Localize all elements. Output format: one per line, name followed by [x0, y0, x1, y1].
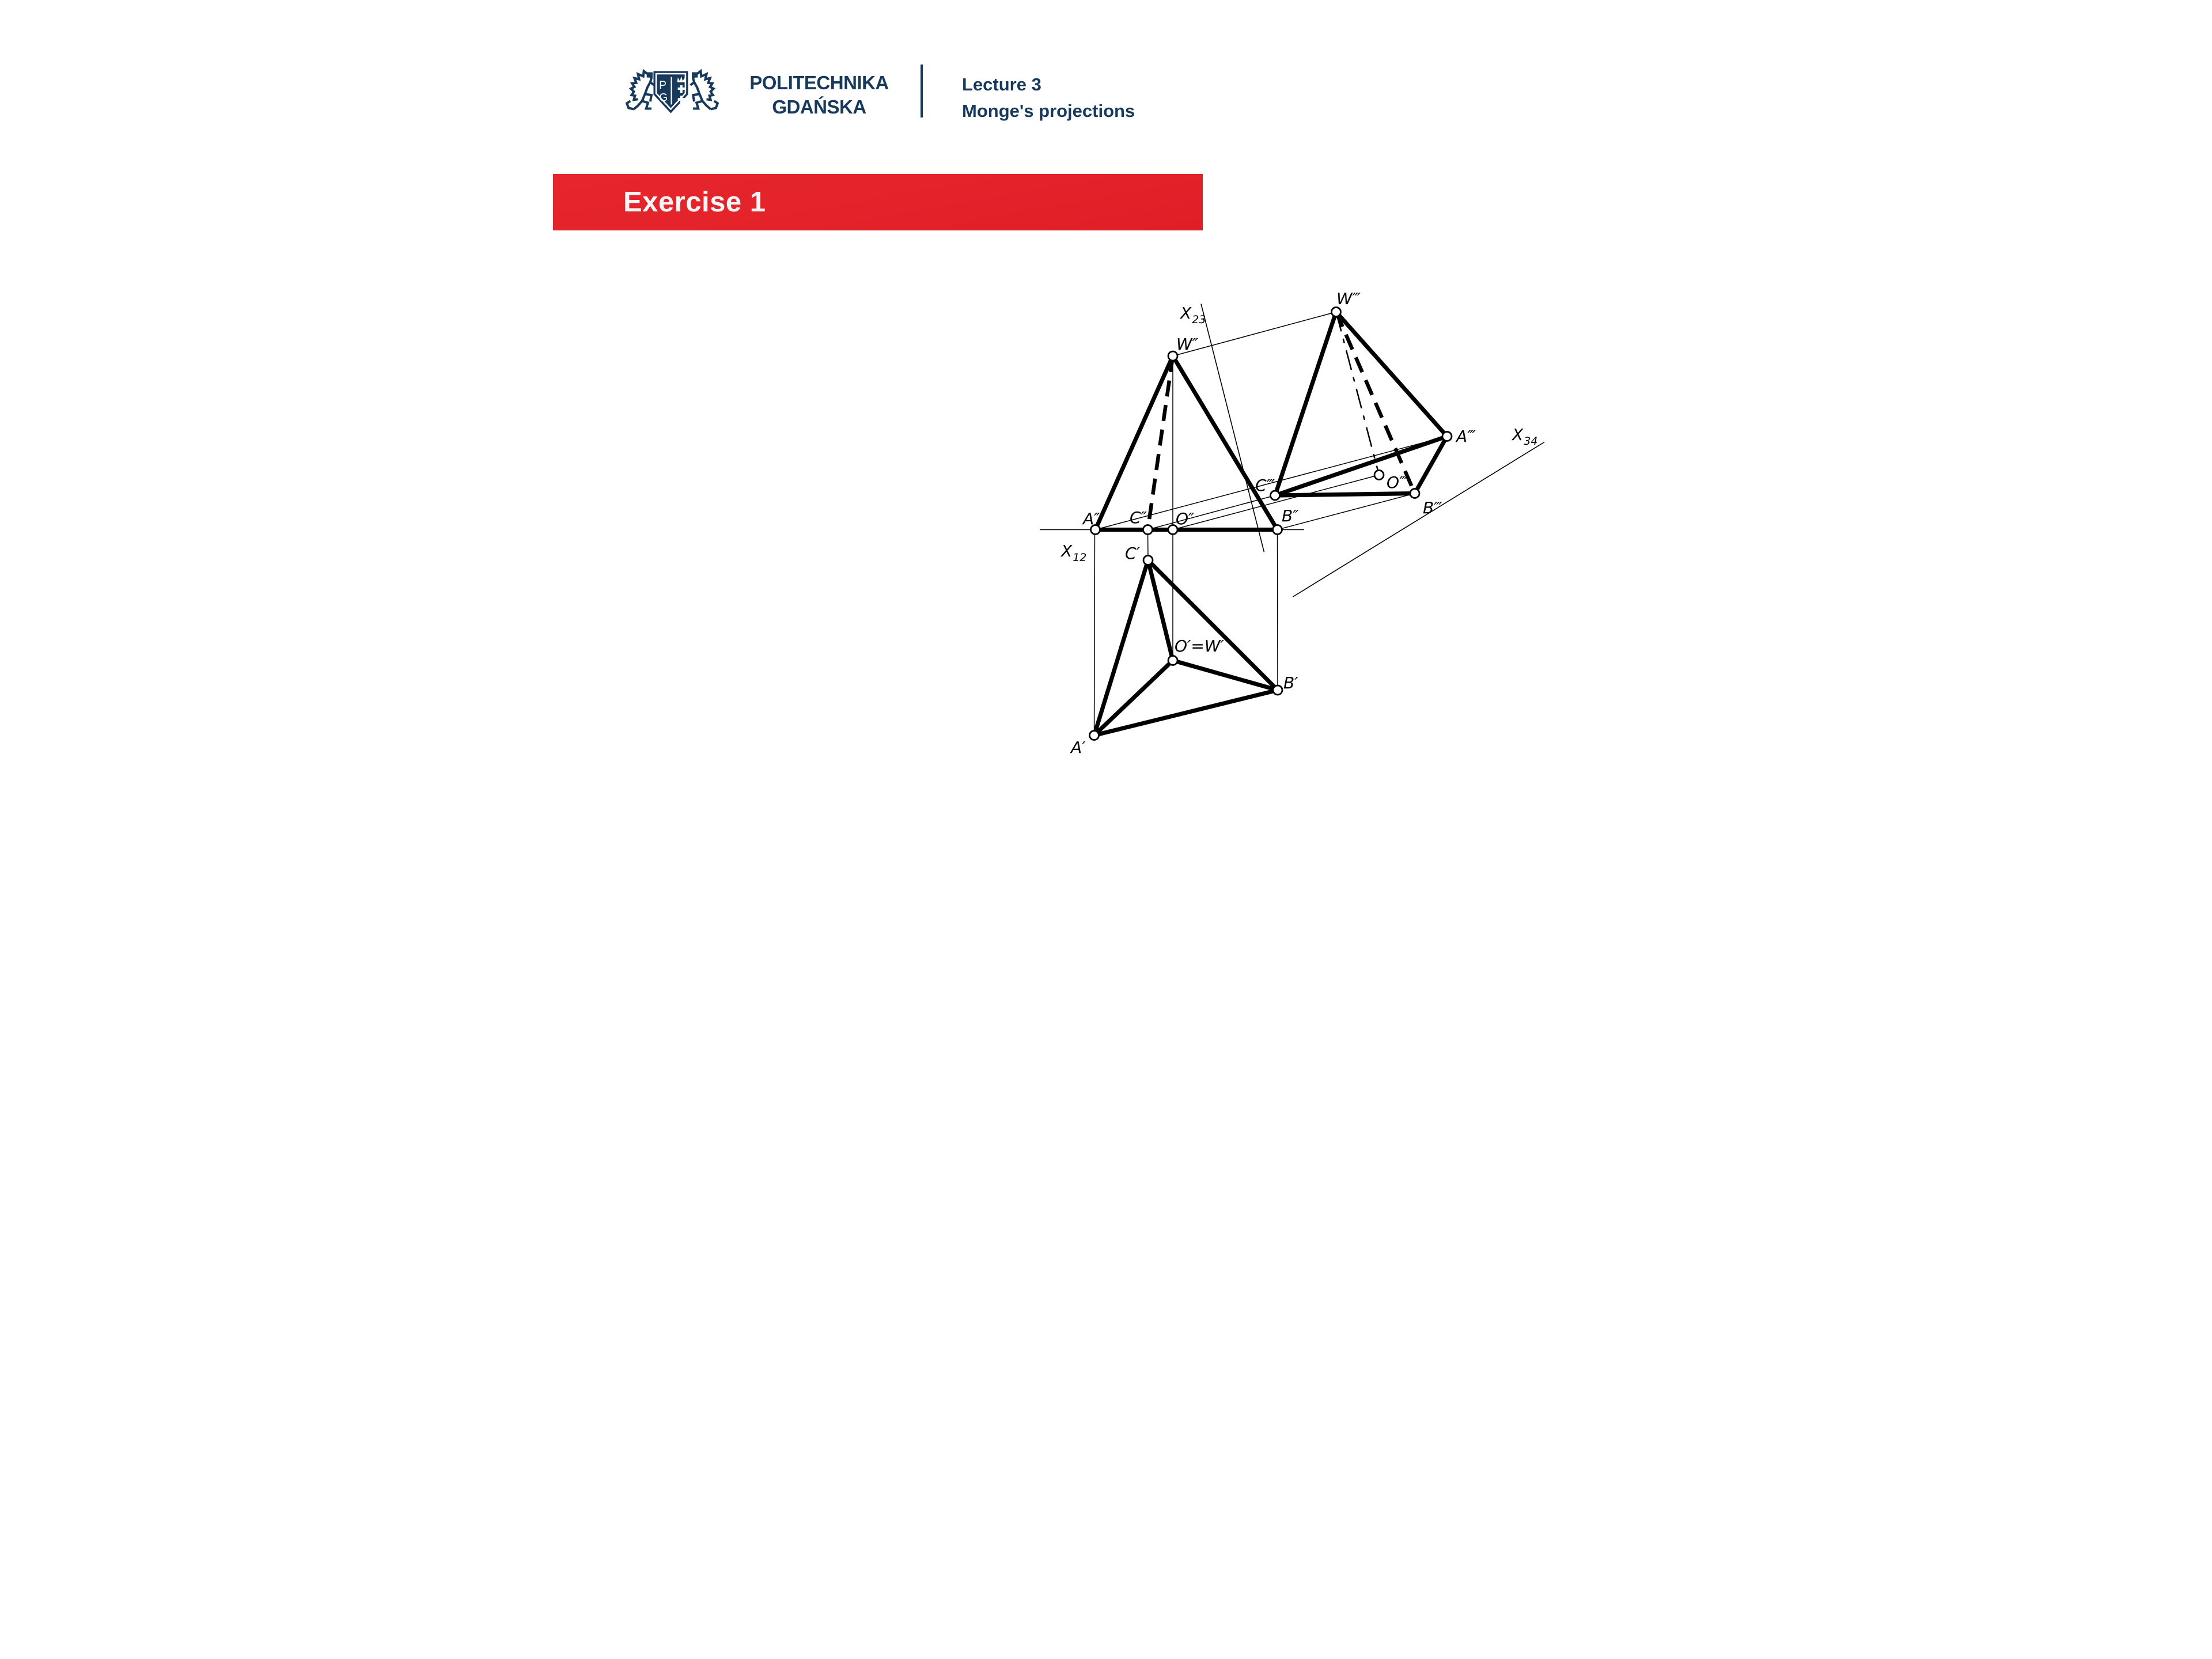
point-a3 — [1442, 432, 1452, 441]
label-x34: $X_{34}$ — [1512, 425, 1538, 448]
point-o1w1 — [1168, 656, 1177, 665]
edge-c3-b3 — [1275, 494, 1415, 496]
edge-w3-a3 — [1336, 312, 1448, 437]
label-c2: C″ — [1130, 508, 1147, 527]
label-o2: O″ — [1176, 509, 1195, 528]
axis-x23 — [1201, 304, 1264, 552]
label-o3: O‴ — [1387, 473, 1408, 492]
point-o3 — [1374, 471, 1384, 480]
edge-c3-a3 — [1275, 437, 1448, 496]
axis-x34 — [1293, 442, 1545, 597]
label-x12: $X_{12}$ — [1061, 541, 1087, 564]
label-w3: W‴ — [1336, 289, 1361, 308]
section-title: Exercise 1 — [623, 187, 766, 218]
label-b2: B″ — [1282, 506, 1299, 525]
edge-w2-b2 — [1173, 356, 1278, 530]
label-o1w1: O′=W′ — [1175, 637, 1224, 656]
label-a1: A′ — [1071, 738, 1086, 757]
hidden-edge-w3-b3 — [1336, 312, 1415, 494]
point-a1 — [1090, 731, 1099, 740]
label-a3: A‴ — [1456, 427, 1476, 446]
slide — [553, 0, 1659, 830]
lecture-subtitle: Monge's projections — [962, 101, 1135, 121]
label-b1: B′ — [1283, 673, 1298, 692]
label-x23: $X_{23}$ — [1180, 304, 1206, 326]
lecture-title: Lecture 3 — [962, 74, 1041, 94]
connector-a2-a1 — [1094, 530, 1095, 736]
shield-letter-g: G — [659, 92, 668, 104]
label-b3: B‴ — [1423, 498, 1442, 517]
brand-line2: GDAŃSKA — [772, 96, 866, 118]
label-c3: C‴ — [1255, 476, 1275, 495]
connector-o2-o3 — [1173, 475, 1379, 530]
label-c1: C′ — [1125, 544, 1140, 563]
point-c1 — [1143, 556, 1153, 565]
point-w3 — [1332, 308, 1341, 317]
label-w2: W″ — [1176, 335, 1199, 354]
monge-projection-drawing — [553, 0, 1659, 830]
brand-line1: POLITECHNIKA — [749, 72, 889, 93]
label-a2: A″ — [1083, 509, 1100, 528]
shield-letter-p: P — [659, 79, 667, 92]
point-b1 — [1273, 685, 1282, 695]
point-b2 — [1273, 525, 1282, 535]
edge-a1-b1 — [1094, 690, 1278, 736]
point-b3 — [1410, 489, 1419, 498]
connector-c2-c3 — [1148, 495, 1275, 530]
